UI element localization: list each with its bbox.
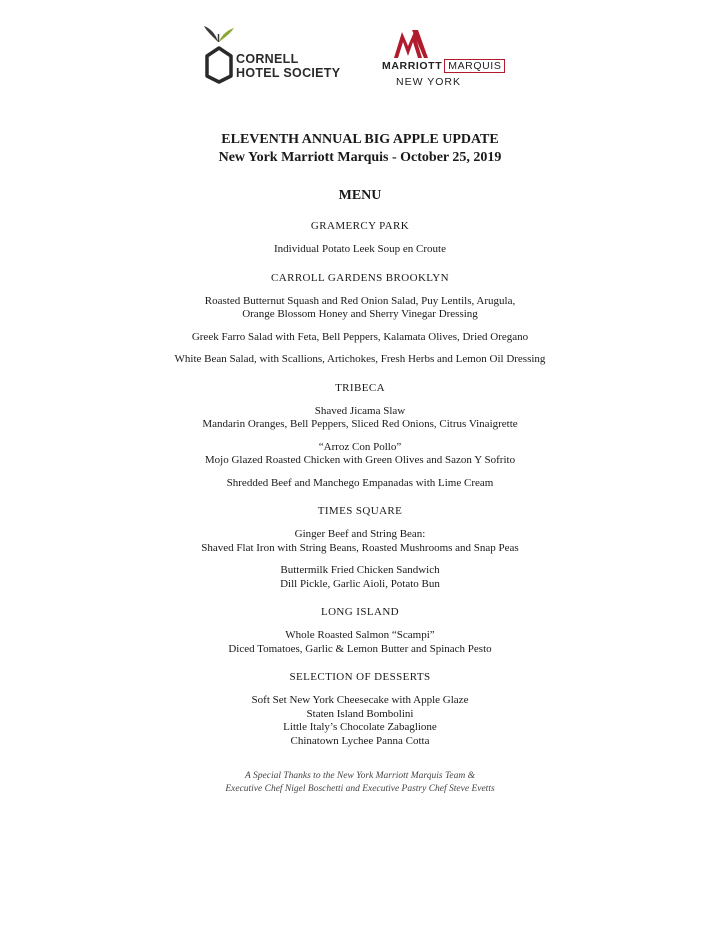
menu-item (0, 405, 720, 432)
menu-item-line: Whole Roasted Salmon “Scampi” (285, 629, 435, 641)
section-heading: TIMES SQUARE (317, 505, 403, 517)
menu-item-line: Soft Set New York Cheesecake with Apple Glaze (251, 694, 469, 706)
cornell-line-2: HOTEL SOCIETY (236, 66, 341, 80)
marriott-marquis-logo (382, 28, 542, 92)
section-heading: SELECTION OF DESSERTS (289, 671, 431, 683)
acknowledgements (0, 770, 720, 796)
section-long-island (0, 605, 720, 656)
marriott-wordmark (382, 60, 505, 72)
acknowledgement-line: Executive Chef Nigel Boschetti and Executive Pastry Chef Steve Evetts (225, 784, 495, 794)
section-times-square (0, 504, 720, 591)
event-title: ELEVENTH ANNUAL BIG APPLE UPDATE (221, 132, 499, 147)
acknowledgement-line: A Special Thanks to the New York Marriott Marquis Team & (245, 771, 475, 781)
menu-item-line: Shredded Beef and Manchego Empanadas with Lime Cream (226, 476, 494, 489)
menu-item-line: Mojo Glazed Roasted Chicken with Green Olives and Sazon Y Sofrito (204, 454, 516, 466)
menu-item (0, 528, 720, 555)
menu-item-line: Diced Tomatoes, Garlic & Lemon Butter and Spinach Pesto (228, 642, 492, 655)
menu-item (0, 243, 720, 257)
menu-item-line: Dill Pickle, Garlic Aioli, Potato Bun (280, 577, 440, 590)
section-heading: TRIBECA (335, 381, 385, 394)
menu-item-line: Little Italy’s Chocolate Zabaglione (283, 721, 437, 733)
event-subtitle: New York Marriott Marquis - October 25, 2019 (218, 150, 502, 165)
menu-item (0, 564, 720, 591)
menu-item (0, 694, 720, 748)
marriott-m-icon (392, 28, 432, 60)
section-heading: CARROLL GARDENS BROOKLYN (271, 271, 449, 284)
section-tribeca (0, 381, 720, 491)
menu-item-line: Shaved Jicama Slaw (314, 404, 406, 417)
menu-item (0, 295, 720, 322)
section-heading: GRAMERCY PARK (310, 220, 410, 232)
menu-item-line: Staten Island Bombolini (306, 707, 414, 720)
menu-item-line: Buttermilk Fried Chicken Sandwich (280, 564, 440, 576)
cornell-hotel-society-logo (202, 24, 352, 90)
menu-item-line: White Bean Salad, with Scallions, Artichokes, Fresh Herbs and Lemon Oil Dressing (174, 353, 546, 365)
marriott-sub: MARQUIS (444, 59, 505, 73)
menu-item (0, 477, 720, 491)
menu-item-line: Shaved Flat Iron with String Beans, Roasted Mushrooms and Snap Peas (201, 541, 519, 554)
menu-item-line: Roasted Butternut Squash and Red Onion Salad, Puy Lentils, Arugula, (204, 294, 516, 307)
menu-item (0, 441, 720, 468)
menu-item (0, 331, 720, 345)
menu-item (0, 353, 720, 367)
cornell-leaf-house-icon (202, 24, 236, 86)
cornell-line-1: CORNELL (236, 52, 299, 66)
menu-item-line: “Arroz Con Pollo” (318, 440, 402, 453)
menu-item-line: Greek Farro Salad with Feta, Bell Peppers, Kalamata Olives, Dried Oregano (191, 330, 529, 343)
menu-document (0, 131, 720, 796)
menu-item-line: Ginger Beef and String Bean: (294, 528, 426, 540)
marriott-city: NEW YORK (396, 76, 461, 88)
menu-item-line: Mandarin Oranges, Bell Peppers, Sliced Red Onions, Citrus Vinaigrette (202, 418, 518, 430)
menu-item (0, 629, 720, 656)
menu-item-line: Orange Blossom Honey and Sherry Vinegar Dressing (242, 308, 478, 320)
section-desserts (0, 670, 720, 748)
section-gramercy-park (0, 219, 720, 257)
menu-heading: MENU (338, 188, 382, 203)
menu-item-line: Individual Potato Leek Soup en Croute (274, 243, 446, 255)
section-heading: LONG ISLAND (320, 606, 400, 618)
logo-bar (0, 24, 720, 94)
marriott-brand: MARRIOTT (382, 60, 443, 72)
menu-item-line: Chinatown Lychee Panna Cotta (290, 734, 430, 747)
section-carroll-gardens (0, 271, 720, 367)
